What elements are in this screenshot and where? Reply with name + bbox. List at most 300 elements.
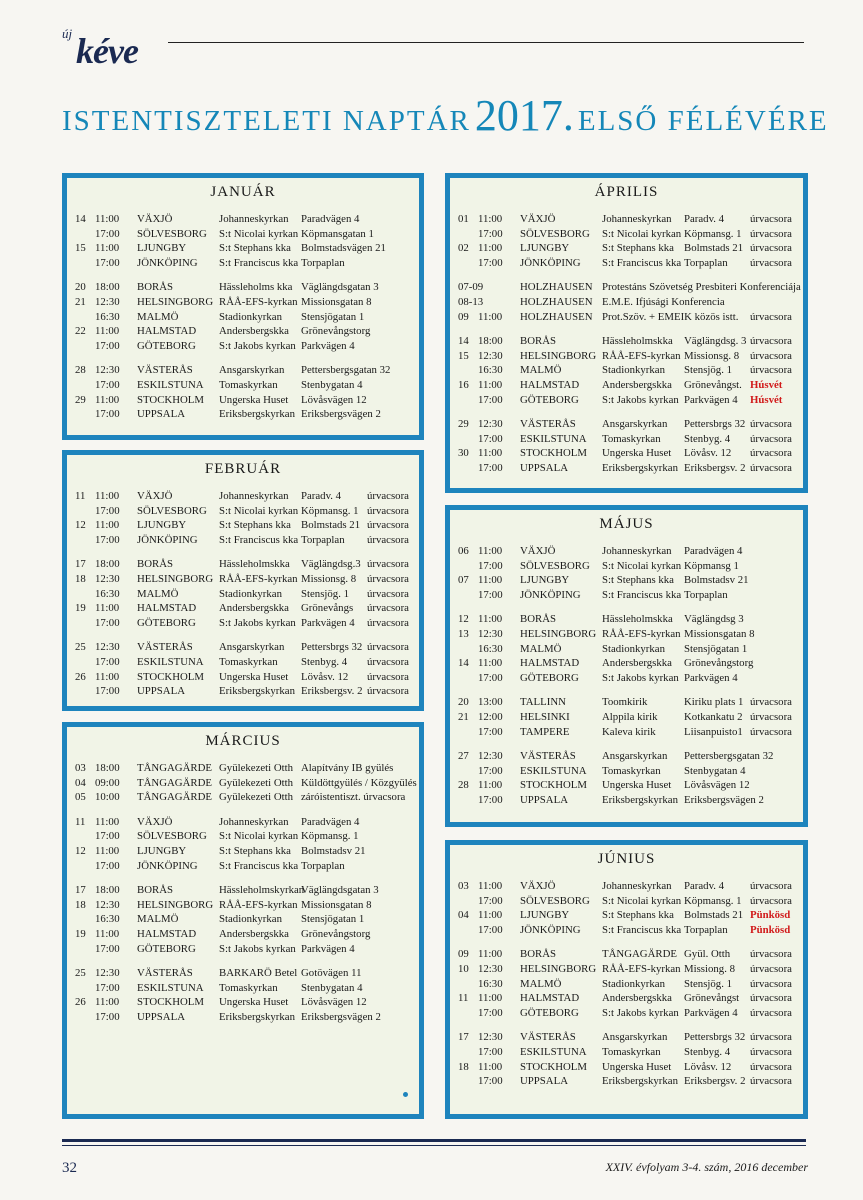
schedule-row [67, 601, 419, 616]
row-time: 18:00 [95, 884, 120, 897]
row-city: ESKILSTUNA [520, 764, 587, 777]
row-church: Hässleholms kka [219, 281, 293, 294]
row-time: 11:00 [95, 242, 120, 255]
row-time: 17:00 [478, 256, 503, 269]
row-city: ESKILSTUNA [520, 432, 587, 445]
schedule-row [450, 559, 803, 574]
row-note: úrvacsora [750, 977, 792, 990]
row-address: Torpaplan [684, 923, 728, 936]
row-church: S:t Franciscus kka [602, 256, 682, 269]
schedule-row [450, 642, 803, 657]
row-day: 03 [458, 880, 469, 892]
schedule-row [67, 927, 419, 942]
row-address: Grönevångst [684, 992, 740, 1005]
schedule-row [67, 587, 419, 602]
row-time: 17:00 [478, 588, 503, 601]
schedule-row [67, 295, 419, 310]
row-note: Pünkösd [750, 923, 791, 936]
schedule-row [450, 710, 803, 725]
schedule-row [450, 1074, 803, 1089]
row-city: JÖNKÖPING [520, 588, 581, 601]
row-city: VÄSTERÅS [520, 1031, 576, 1044]
schedule-row [67, 310, 419, 325]
row-time: 17:00 [95, 685, 120, 698]
row-time: 16:30 [95, 310, 120, 323]
row-note: úrvacsora [750, 462, 792, 474]
month-panel-aprilis [445, 173, 808, 493]
schedule-row [450, 446, 803, 461]
schedule-row [67, 655, 419, 670]
row-church: S:t Franciscus kka [219, 859, 299, 872]
row-address: Parkvägen 4 [684, 393, 738, 406]
row-address: Stensjögatan 1 [301, 310, 365, 323]
row-time: 11:00 [478, 242, 503, 255]
row-city: HALMSTAD [137, 602, 197, 615]
schedule-row [67, 761, 419, 776]
row-city: HALMSTAD [137, 928, 197, 940]
row-city: UPPSALA [137, 408, 186, 421]
row-city: GÖTEBORG [520, 1006, 579, 1019]
schedule-row [67, 557, 419, 572]
schedule-row [67, 790, 419, 805]
row-address: Lövåsvägen 12 [684, 779, 750, 792]
row-church: S:t Nicolai kyrkan [602, 894, 682, 907]
row-city: SÖLVESBORG [520, 227, 590, 240]
row-church: S:t Stephans kka [602, 242, 674, 255]
row-address: Grönevångs [301, 602, 354, 615]
row-note: úrvacsora [750, 1046, 792, 1058]
row-address: Küldöttgyülés / Közgyülés [301, 776, 417, 789]
row-day: 29 [75, 393, 86, 406]
row-city: STOCKHOLM [137, 393, 204, 406]
row-day: 28 [75, 364, 86, 377]
row-city: GÖTEBORG [520, 671, 579, 684]
row-church: Gyülekezeti Otth [219, 762, 294, 774]
row-church: Ungerska Huset [219, 996, 289, 1009]
row-day: 04 [75, 776, 86, 789]
schedule-row [450, 1006, 803, 1021]
row-church: Ansgarskyrkan [219, 364, 285, 377]
row-city: TALLINN [520, 696, 566, 709]
row-address: Väglängdsgatan 3 [301, 281, 379, 294]
row-church: Tomaskyrkan [602, 764, 661, 777]
row-address: Bolmstadsv 21 [301, 845, 366, 857]
row-city: HELSINGBORG [137, 898, 214, 911]
row-city: LJUNGBY [520, 574, 570, 587]
row-city: VÄXJÖ [137, 213, 173, 225]
schedule-row [67, 640, 419, 655]
row-church: Ansgarskyrkan [602, 1031, 668, 1044]
row-city: SÖLVESBORG [137, 504, 207, 517]
row-note: úrvacsora [750, 1006, 792, 1019]
row-city: VÄSTERÅS [137, 641, 193, 654]
row-day: 17 [75, 558, 86, 571]
row-day: 18 [75, 573, 86, 585]
row-address: Parkvägen 4 [301, 942, 355, 955]
month-title: JANUÁR [210, 184, 276, 200]
row-day: 11 [458, 992, 469, 1005]
row-address: Lövåsv. 12 [684, 447, 732, 460]
row-church: Alppila kirik [602, 711, 658, 723]
row-city: SÖLVESBORG [520, 894, 590, 907]
row-time: 11:00 [478, 447, 503, 460]
row-church: Ansgarskyrkan [602, 750, 668, 763]
row-city: SÖLVESBORG [137, 830, 207, 843]
row-day: 21 [75, 296, 86, 308]
row-time: 16:30 [478, 364, 503, 377]
row-city: TÅNGAGÄRDE [137, 762, 212, 774]
row-note: úrvacsora [367, 533, 409, 546]
row-note: úrvacsora [750, 725, 792, 738]
row-time: 17:00 [478, 794, 503, 806]
row-time: 17:00 [95, 981, 120, 994]
row-church: Eriksbergskyrkan [219, 408, 295, 421]
row-day: 27 [458, 750, 469, 763]
schedule-row [450, 764, 803, 779]
row-address: Bolmstads 21 [301, 519, 361, 532]
row-note: úrvacsora [367, 656, 409, 668]
row-time: 12:30 [95, 967, 120, 980]
row-church: S:t Stephans kka [219, 519, 291, 532]
row-time: 12:30 [478, 963, 503, 975]
row-city: VÄSTERÅS [520, 750, 576, 763]
row-address: Eriksbergsvägen 2 [301, 408, 381, 421]
row-day: 15 [458, 349, 469, 362]
row-time: 16:30 [95, 587, 120, 600]
row-address: Stensjög. 1 [684, 364, 732, 377]
row-church: Protestáns Szövetség Presbiteri Konferenciája [602, 281, 801, 294]
row-address: Pettersbrgs 32 [301, 641, 363, 654]
row-address: Torpaplan [301, 256, 345, 269]
row-city: HELSINGBORG [520, 963, 597, 975]
row-church: S:t Nicolai kyrkan [602, 559, 682, 572]
row-address: Paradvägen 4 [301, 815, 360, 828]
row-address: Torpaplan [301, 859, 345, 872]
row-address: Grönevångstorg [684, 657, 754, 670]
row-church: S:t Franciscus kka [219, 256, 299, 269]
schedule-row [450, 695, 803, 710]
row-time: 13:00 [478, 696, 503, 709]
row-note: úrvacsora [367, 670, 409, 683]
row-address: Parkvägen 4 [301, 616, 355, 629]
row-time: 17:00 [478, 432, 503, 445]
row-day: 18 [75, 898, 86, 911]
row-city: MALMÖ [137, 310, 179, 323]
row-church: Andersbergskka [602, 657, 672, 670]
row-note: úrvacsora [750, 349, 792, 362]
schedule-row [450, 1045, 803, 1060]
row-address: Eriksbergsv. 2 [301, 685, 363, 698]
row-church: S:t Stephans kka [602, 574, 674, 587]
row-address: Missionsg. 8 [301, 573, 357, 585]
row-note: úrvacsora [367, 558, 409, 571]
row-address: Paradv. 4 [684, 213, 725, 225]
row-note: úrvacsora [750, 948, 792, 961]
row-city: JÖNKÖPING [520, 923, 581, 936]
page-number: 32 [62, 1160, 77, 1176]
schedule-row [450, 923, 803, 938]
schedule-row [67, 533, 419, 548]
row-time: 17:00 [95, 656, 120, 668]
row-day: 12 [458, 613, 469, 626]
row-city: HELSINGBORG [137, 573, 214, 585]
row-address: Köpmansg 1 [684, 559, 739, 572]
row-church: Gyülekezeti Otth [219, 776, 294, 789]
row-address: Stenbyg. 4 [684, 1046, 731, 1058]
row-city: MALMÖ [520, 642, 562, 655]
schedule-row [67, 378, 419, 393]
row-city: ESKILSTUNA [520, 1046, 587, 1058]
row-note: úrvacsora [750, 711, 792, 723]
row-church: E.M.E. Ifjúsági Konferencia [602, 296, 725, 308]
row-day: 02 [458, 242, 469, 255]
row-church: Johanneskyrkan [602, 545, 672, 557]
row-church: Tomaskyrkan [602, 432, 661, 445]
month-panel-majus [445, 505, 808, 827]
row-address: Lövåsv. 12 [684, 1060, 732, 1073]
row-city: TAMPERE [520, 725, 570, 738]
row-note: úrvacsora [750, 963, 792, 975]
row-church: Stadionkyrkan [602, 642, 665, 655]
row-address: Köpmansgatan 1 [301, 227, 374, 240]
row-church: Tomaskyrkan [219, 379, 278, 391]
row-time: 11:00 [95, 393, 120, 406]
row-day: 26 [75, 996, 86, 1009]
row-note: úrvacsora [750, 256, 792, 269]
row-address: Stensjögatan 1 [684, 642, 748, 655]
row-address: Köpmansg. 1 [301, 504, 359, 517]
row-day: 13 [458, 628, 469, 640]
schedule-row [450, 378, 803, 393]
row-city: HELSINGBORG [520, 349, 597, 362]
top-rule [168, 42, 804, 43]
row-time: 11:00 [95, 602, 120, 615]
schedule-row [67, 280, 419, 295]
schedule-row [67, 859, 419, 874]
row-church: S:t Jakobs kyrkan [219, 942, 296, 955]
schedule-row [67, 572, 419, 587]
row-time: 12:30 [95, 898, 120, 911]
row-city: LJUNGBY [137, 242, 187, 255]
row-day: 19 [75, 602, 86, 615]
row-address: Missionsg. 8 [684, 349, 740, 362]
row-time: 12:30 [95, 296, 120, 308]
row-time: 16:30 [478, 977, 503, 990]
title-year: 2017. [474, 91, 574, 140]
row-address: Pettersbergsgatan 32 [301, 364, 391, 377]
row-day: 01 [458, 213, 469, 225]
row-church: TÅNGAGÄRDE [602, 948, 677, 961]
row-time: 17:00 [95, 616, 120, 629]
row-city: LJUNGBY [137, 519, 187, 532]
schedule-row [450, 280, 803, 295]
row-note: úrvacsora [750, 1075, 792, 1088]
row-city: SÖLVESBORG [137, 227, 207, 240]
row-address: Väglängdsg 3 [684, 613, 744, 626]
row-church: Andersbergskka [219, 602, 289, 615]
month-panel-februar [62, 450, 424, 711]
row-address: Köpmansg. 1 [684, 227, 742, 240]
row-address: Grönevångst. [684, 379, 742, 391]
row-address: záróistentiszt. úrvacsora [301, 791, 406, 804]
row-day: 25 [75, 967, 86, 980]
row-city: HOLZHAUSEN [520, 281, 593, 294]
row-address: Missionsgatan 8 [301, 898, 372, 911]
row-church: S:t Franciscus kka [602, 923, 682, 936]
row-time: 12:30 [478, 418, 503, 431]
row-day: 05 [75, 791, 86, 804]
row-church: Eriksbergskyrkan [602, 462, 678, 474]
row-city: LJUNGBY [137, 845, 187, 857]
row-church: Stadionkyrkan [602, 977, 665, 990]
row-day: 18 [458, 1060, 469, 1073]
row-note: úrvacsora [750, 880, 792, 892]
row-day: 17 [458, 1031, 469, 1044]
row-address: Eriksbergsv. 2 [684, 462, 746, 474]
row-church: S:t Jakobs kyrkan [219, 339, 296, 352]
row-city: TÅNGAGÄRDE [137, 776, 212, 789]
row-church: S:t Stephans kka [219, 242, 291, 255]
row-address: Stenbygatan 4 [301, 379, 363, 391]
row-address: Gyül. Otth [684, 948, 731, 961]
row-day: 14 [458, 657, 469, 670]
row-city: HOLZHAUSEN [520, 310, 593, 323]
row-address: Pettersbergsgatan 32 [684, 750, 774, 763]
row-time: 17:00 [478, 462, 503, 474]
schedule-row [450, 778, 803, 793]
row-time: 12:30 [95, 573, 120, 585]
row-church: S:t Franciscus kka [219, 533, 299, 546]
row-time: 11:00 [478, 545, 503, 557]
schedule-row [67, 883, 419, 898]
schedule-row [450, 573, 803, 588]
row-church: Ungerska Huset [602, 447, 672, 460]
row-address: Kotkankatu 2 [684, 711, 743, 723]
row-day: 28 [458, 779, 469, 792]
row-church: Tomaskyrkan [219, 981, 278, 994]
row-address: Missionsgatan 8 [684, 628, 755, 640]
row-day: 07-09 [458, 281, 484, 294]
row-address: Grönevångstorg [301, 928, 371, 940]
row-note: úrvacsora [750, 242, 792, 255]
row-church: S:t Stephans kka [219, 845, 291, 857]
row-day: 16 [458, 379, 469, 391]
schedule-row [450, 962, 803, 977]
row-city: LJUNGBY [520, 242, 570, 255]
row-city: VÄSTERÅS [137, 364, 193, 377]
row-church: Johanneskyrkan [219, 213, 289, 225]
month-panel-junius [445, 840, 808, 1119]
row-note: úrvacsora [367, 587, 409, 600]
row-time: 17:00 [478, 671, 503, 684]
row-church: S:t Nicolai kyrkan [219, 227, 299, 240]
row-church: Tomaskyrkan [219, 656, 278, 668]
row-note: úrvacsora [367, 641, 409, 654]
month-title: MÁRCIUS [205, 733, 281, 749]
row-time: 17:00 [478, 559, 503, 572]
schedule-row [67, 212, 419, 227]
row-church: Stadionkyrkan [219, 587, 282, 600]
row-address: Stenbygatan 4 [301, 981, 363, 994]
row-church: RÅÅ-EFS-kyrkan [602, 628, 681, 640]
row-city: UPPSALA [137, 685, 186, 698]
row-address: Bolmstads 21 [684, 909, 744, 922]
schedule-row [450, 991, 803, 1006]
decorative-dot [403, 1092, 408, 1097]
schedule-row [67, 898, 419, 913]
row-note: úrvacsora [750, 1060, 792, 1073]
schedule-row [67, 616, 419, 631]
schedule-row [450, 908, 803, 923]
schedule-row [450, 612, 803, 627]
schedule-row [450, 334, 803, 349]
row-time: 11:00 [478, 779, 503, 792]
row-city: HELSINKI [520, 711, 570, 723]
row-day: 20 [458, 696, 469, 709]
row-city: ESKILSTUNA [137, 656, 204, 668]
row-address: Väglängdsg.3 [301, 558, 361, 571]
row-address: Pettersbrgs 32 [684, 418, 746, 431]
month-title: FEBRUÁR [204, 461, 282, 477]
row-address: Paradv. 4 [684, 880, 725, 892]
row-city: VÄXJÖ [520, 213, 556, 225]
row-address: Stensjög. 1 [301, 587, 349, 600]
schedule-row [67, 407, 419, 422]
row-time: 11:00 [478, 310, 503, 323]
masthead-logo: kéve [76, 31, 138, 71]
row-church: Eriksbergskyrkan [219, 685, 295, 698]
row-note: úrvacsora [750, 447, 792, 460]
schedule-row [67, 912, 419, 927]
schedule-row [450, 212, 803, 227]
row-time: 11:00 [478, 1060, 503, 1073]
row-church: S:t Nicolai kyrkan [219, 504, 299, 517]
row-time: 11:00 [95, 490, 120, 502]
row-church: Eriksbergskyrkan [219, 1011, 295, 1023]
schedule-row [450, 544, 803, 559]
row-note: úrvacsora [750, 364, 792, 377]
row-church: Kaleva kirik [602, 725, 656, 738]
row-time: 11:00 [95, 325, 120, 338]
row-address: Bolmstadsvägen 21 [301, 242, 386, 255]
row-church: S:t Jakobs kyrkan [602, 1006, 679, 1019]
row-address: Köpmansg. 1 [684, 894, 742, 907]
row-church: Gyülekezeti Otth [219, 791, 294, 804]
row-church: Eriksbergskyrkan [602, 794, 678, 806]
row-time: 11:00 [478, 992, 503, 1005]
row-church: Hässleholmskka [602, 335, 673, 348]
row-city: JÖNKÖPING [137, 256, 198, 269]
row-note: úrvacsora [367, 573, 409, 585]
row-church: Prot.Szöv. + EMEIK közös istt. [602, 310, 739, 323]
row-city: HELSINGBORG [520, 628, 597, 640]
row-address: Eriksbergsvägen 2 [301, 1011, 381, 1023]
row-address: Stenbygatan 4 [684, 764, 746, 777]
row-address: Missiong. 8 [684, 963, 735, 975]
row-day: 10 [458, 963, 469, 975]
row-time: 12:30 [478, 628, 503, 640]
row-address: Pettersbrgs 32 [684, 1031, 746, 1044]
row-city: BORÅS [137, 558, 174, 571]
title-part1: ISTENTISZTELETI NAPTÁR [62, 105, 471, 137]
schedule-row [450, 627, 803, 642]
row-day: 11 [75, 815, 86, 828]
row-city: VÄSTERÅS [137, 967, 193, 980]
row-church: Andersbergskka [602, 379, 672, 391]
row-church: Ungerska Huset [602, 1060, 672, 1073]
row-day: 06 [458, 545, 469, 557]
row-city: STOCKHOLM [520, 1060, 587, 1073]
